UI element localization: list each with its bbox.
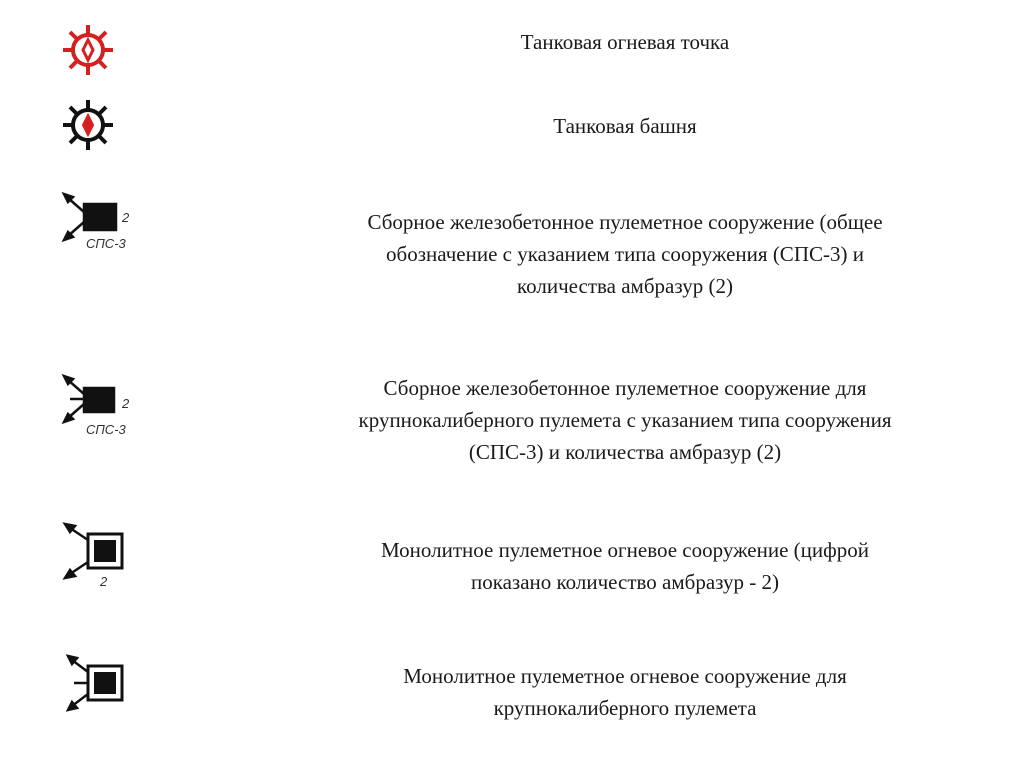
legend-text-line: крупнокалиберного пулемета (493, 696, 757, 720)
legend-text-line: Сборное железобетонное пулеметное сооружение для (383, 376, 867, 400)
legend-description (260, 534, 990, 598)
legend-text-line: крупнокалиберного пулемета с указанием типа сооружения (358, 408, 892, 432)
tank-firing-point-icon (58, 20, 118, 80)
legend-text-line: обозначение с указанием типа сооружения (СПС-3) и (386, 242, 864, 266)
legend-text-line: Монолитное пулеметное огневое сооружение (цифрой (381, 538, 869, 562)
legend-text-line: показано количество амбразур - 2) (470, 570, 779, 594)
legend-text-line: Монолитное пулеметное огневое сооружение для (403, 664, 847, 688)
legend-description (260, 26, 990, 58)
legend-text-line: Танковая огневая точка (520, 30, 730, 54)
legend-text-line: Танковая башня (553, 114, 697, 138)
legend-description (260, 372, 990, 468)
legend-text-line: Сборное железобетонное пулеметное сооружение (общее (367, 210, 883, 234)
symbol-number-label: 2 (122, 396, 130, 411)
legend-description (260, 660, 990, 724)
symbol-type-label: СПС-3 (86, 236, 126, 251)
symbol-type-label: СПС-3 (86, 422, 126, 437)
legend-text-line: (СПС-3) и количества амбразур (2) (468, 440, 782, 464)
symbol-number-label: 2 (100, 574, 108, 589)
legend-text-line: количества амбразур (2) (517, 274, 733, 298)
legend-description (260, 206, 990, 302)
legend-description (260, 110, 990, 142)
tank-turret-icon (58, 95, 118, 155)
symbol-number-label: 2 (122, 210, 130, 225)
monolithic-hmg-structure-icon (60, 652, 140, 718)
